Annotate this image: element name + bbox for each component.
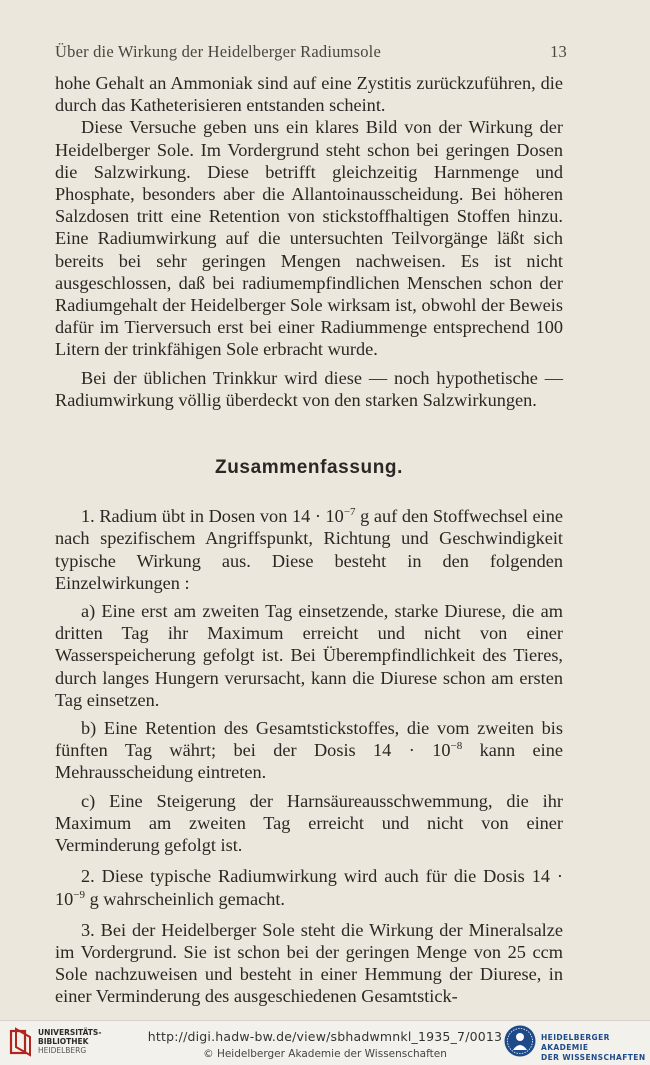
- summary-text: g wahrscheinlich gemacht.: [85, 888, 286, 909]
- exponent: −9: [73, 888, 85, 901]
- summary-item-3: 3. Bei der Heidelberger Sole steht die Wirkung der Mineralsalze im Vordergrund. Sie ist schon bei der geringen Menge von 25 ccm Sole nachzuweisen und besteht in einer Hemmung der Diurese, in einer Verminderung des ausgeschiedenen Gesamtstick-: [55, 919, 563, 1007]
- summary-item-b: [55, 717, 563, 784]
- academy-name: HEIDELBERGER AKADEMIE DER WISSENSCHAFTEN: [541, 1033, 646, 1062]
- running-title: Über die Wirkung der Heidelberger Radiumsole: [55, 42, 381, 61]
- page-number: 13: [550, 42, 567, 61]
- summary-item-c: c) Eine Steigerung der Harnsäureausschwemmung, die ihr Maximum am zweiten Tag erreicht und nicht von einer Verminderung gefolgt ist.: [55, 790, 563, 856]
- summary-text: 2. Diese typische Radiumwirkung wird auch für die Dosis 14 · 10: [55, 866, 563, 909]
- summary-text: kann eine Mehrausscheidung eintreten.: [55, 740, 564, 783]
- summary-item-a: a) Eine erst am zweiten Tag einsetzende, starke Diurese, die am dritten Tag ihr Maximum erreicht und nicht von einer Wasserspeicherung gefolgt ist. Bei Überempfindlichkeit des Tieres, durch langes Hungern verursacht, kann die Diurese schon am ersten Tag einsetzen.: [55, 601, 563, 710]
- permalink[interactable]: http://digi.hadw-bw.de/view/sbhadwmnkl_1935_7/0013: [147, 1029, 503, 1044]
- summary-text: g auf den Stoffwechsel eine nach spezifischem Angriffspunkt, Richtung und Geschwindigkeit typische Wirkung aus. Diese besteht in den folgenden Einzelwirkungen :: [55, 506, 563, 593]
- summary-item-1: [55, 505, 563, 594]
- university-library-name: UNIVERSITÄTS- BIBLIOTHEK HEIDELBERG: [38, 1028, 102, 1055]
- section-heading: Zusammenfassung.: [214, 457, 404, 479]
- paragraph: Diese Versuche geben uns ein klares Bild von der Wirkung der Heidelberger Sole. Im Vordergrund steht schon bei geringen Dosen die Salzwirkung. Diese betrifft gleichzeitig Harnmenge und Phosphate, besonders aber die Allantoinausscheidung. Bei höheren Salzdosen tritt eine Retention von stickstoffhaltigen Stoffen hinzu. Eine Radiumwirkung auf die untersuchten Teilvorgänge läßt sich bereits bei sehr geringen Mengen nachweisen. Es ist nicht ausgeschlossen, daß bei radiumempfindlichen Menschen schon der Radiumgehalt der Heidelberger Sole wirksam ist, obwohl der Beweis dafür im Tierversuch erst bei einer Radiummenge entsprechend 100 Litern der trinkfähigen Sole erbracht wurde.: [55, 117, 563, 360]
- exponent: −8: [450, 740, 463, 753]
- exponent: −7: [343, 506, 356, 519]
- summary-item-2: [55, 865, 563, 909]
- summary-text: b) Eine Retention des Gesamtstickstoffes, die vom zweiten bis fünften Tag währt; bei der Dosis 14 · 10: [55, 718, 563, 761]
- paragraph: Bei der üblichen Trinkkur wird diese — noch hypothetische — Radiumwirkung völlig überdeckt von den starken Salzwirkungen.: [55, 367, 563, 410]
- copyright-notice: © Heidelberger Akademie der Wissenschaften: [203, 1048, 447, 1060]
- paragraph: hohe Gehalt an Ammoniak sind auf eine Zystitis zurückzuführen, die durch das Katheterisieren entstanden scheint.: [55, 73, 563, 116]
- viewer-footer: [0, 1020, 650, 1065]
- academy-seal-icon: [503, 1024, 537, 1058]
- summary-text: 1. Radium übt in Dosen von 14 · 10: [81, 506, 344, 527]
- body-text: [55, 72, 563, 1008]
- running-head: [55, 42, 567, 62]
